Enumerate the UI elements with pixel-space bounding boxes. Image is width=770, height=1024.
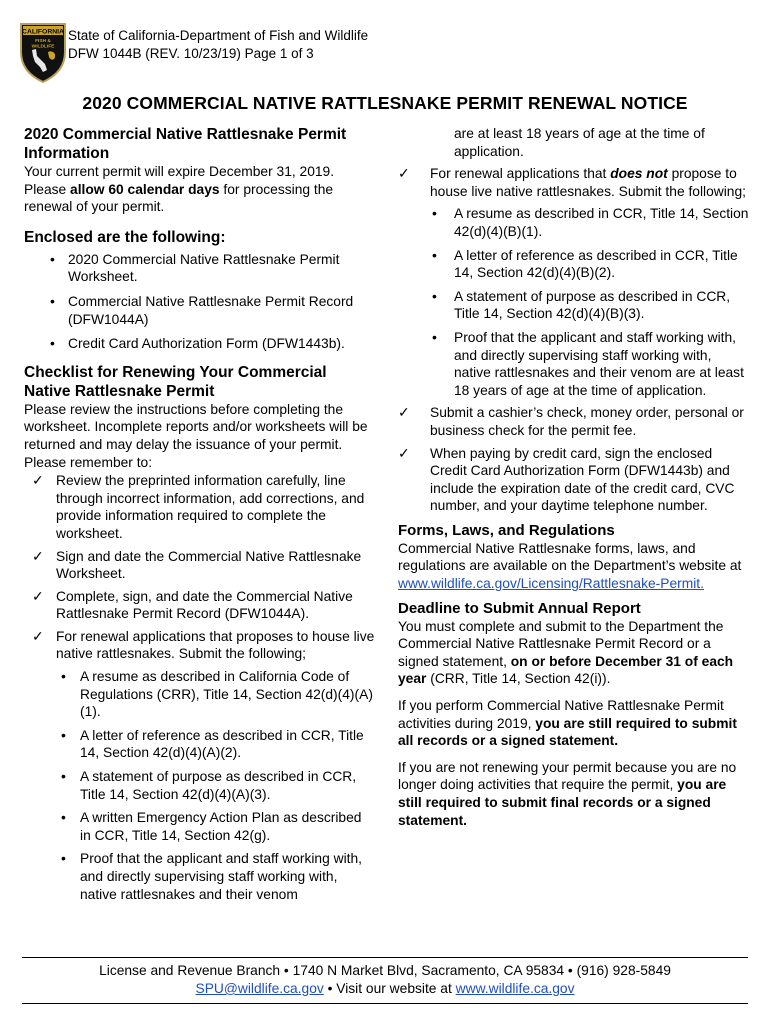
checklist-heading: Checklist for Renewing Your Commercial Native Rattlesnake Permit [24, 363, 327, 400]
list-item: • A letter of reference as described in CCR, Title 14, Section 42(d)(4)(A)(2). [61, 726, 364, 761]
rattlesnake-permit-link[interactable]: www.wildlife.ca.gov/Licensing/Rattlesnake-Permit. [398, 576, 704, 592]
checklist-item: ✓ For renewal applications that does not propose to house live native rattlesnakes. Submit the following; [398, 165, 746, 199]
page-title: 2020 COMMERCIAL NATIVE RATTLESNAKE PERMIT RENEWAL NOTICE [82, 93, 688, 113]
checklist-item: ✓ Complete, sign, and date the Commercial Native Rattlesnake Permit Record (DFW1044A). [32, 587, 353, 622]
bullet-icon: • [432, 246, 437, 263]
list-item: • Credit Card Authorization Form (DFW1443b). [50, 335, 345, 352]
info-heading: 2020 Commercial Native Rattlesnake Permit Information [24, 126, 347, 162]
deadline-heading: Deadline to Submit Annual Report [398, 599, 641, 617]
bullet-icon: • [61, 850, 66, 867]
enclosed-heading: Enclosed are the following: [24, 228, 226, 246]
checklist-item: ✓ When paying by credit card, sign the enclosed Credit Card Authorization Form (DFW1443b) and include the expiration date of the credit card, CVC number, and your daytime telephone number. [398, 444, 735, 514]
continued-text: are at least 18 years of age at the time of application. [454, 126, 705, 159]
list-item: • A statement of purpose as described in CCR, Title 14, Section 42(d)(4)(B)(3). [432, 287, 731, 322]
not-renewing-paragraph: If you are not renewing your permit because you are no longer doing activities that require the permit, you are still required to submit final records or a signed statement. [398, 759, 737, 828]
checklist-item: ✓ Submit a cashier’s check, money order, personal or business check for the permit fee. [398, 404, 744, 438]
list-item: • Proof that the applicant and staff working with, and directly supervising staff working with, native rattlesnakes and their venom [61, 850, 362, 902]
list-item: • Proof that the applicant and staff working with, and directly supervising staff working with, native rattlesnakes and their venom are at least 18 years of age at the time of application. [432, 328, 744, 398]
website-link[interactable]: www.wildlife.ca.gov [455, 981, 575, 996]
right-column [398, 125, 750, 829]
checklist-item: ✓ Review the preprinted information carefully, line through incorrect information, add corrections, and provide information required to complete the worksheet. [32, 472, 365, 541]
list-item: • A written Emergency Action Plan as described in CCR, Title 14, Section 42(g). [61, 809, 362, 843]
forms-heading: Forms, Laws, and Regulations [398, 521, 615, 539]
bullet-icon: • [50, 292, 55, 309]
agency-name: State of California-Department of Fish and Wildlife [68, 28, 369, 43]
cdfw-logo [18, 22, 68, 84]
list-item: • 2020 Commercial Native Rattlesnake Permit Worksheet. [50, 250, 340, 285]
agency-block [68, 27, 368, 63]
footer-bottom-rule [22, 1003, 748, 1004]
form-id: DFW 1044B (REV. 10/23/19) Page 1 of 3 [68, 46, 314, 61]
list-item: • A letter of reference as described in CCR, Title 14, Section 42(d)(4)(B)(2). [432, 246, 738, 281]
bullet-icon: • [432, 205, 437, 222]
bullet-icon: • [50, 335, 55, 352]
list-item: • A statement of purpose as described in CCR, Title 14, Section 42(d)(4)(A)(3). [61, 768, 357, 802]
info-paragraph: Your current permit will expire December 31, 2019. Please allow 60 calendar days for processing the renewal of your permit. [24, 164, 335, 215]
left-column [24, 125, 376, 903]
deadline-paragraph: You must complete and submit to the Department the Commercial Native Rattlesnake Permit Record or a signed statement, on or before December 31 of each year (CRR, Title 14, Section 42(i)). [398, 618, 734, 687]
bullet-icon: • [61, 768, 66, 785]
checklist-intro: Please review the instructions before completing the worksheet. Incomplete reports and/or worksheets will be returned and may delay the issuance of your permit. Please remember to: [24, 401, 368, 470]
bullet-icon: • [61, 726, 66, 743]
list-item: • A resume as described in California Code of Regulations (CRR), Title 14, Section 42(d)(4)(A)(1). [61, 668, 373, 720]
check-icon: ✓ [32, 627, 44, 644]
checklist-item: ✓ Sign and date the Commercial Native Rattlesnake Worksheet. [32, 547, 362, 582]
svg-text:WILDLIFE: WILDLIFE [31, 44, 55, 50]
footer-address: License and Revenue Branch • 1740 N Market Blvd, Sacramento, CA 95834 • (916) 928-5849 [99, 963, 671, 978]
check-icon: ✓ [398, 165, 410, 182]
footer-top-rule [22, 957, 748, 958]
list-item: • Commercial Native Rattlesnake Permit Record (DFW1044A) [50, 292, 354, 327]
bullet-icon: • [61, 809, 66, 826]
bullet-icon: • [50, 250, 55, 267]
forms-paragraph: Commercial Native Rattlesnake forms, laws, and regulations are available on the Department’s website at [398, 540, 742, 574]
check-icon: ✓ [398, 444, 410, 461]
check-icon: ✓ [32, 587, 44, 604]
check-icon: ✓ [398, 404, 410, 421]
check-icon: ✓ [32, 472, 44, 489]
checklist-item: ✓ For renewal applications that proposes to house live native rattlesnakes. Submit the following; [32, 627, 375, 662]
bullet-icon: • [432, 287, 437, 304]
email-link[interactable]: SPU@wildlife.ca.gov [195, 981, 324, 996]
svg-text:CALIFORNIA: CALIFORNIA [22, 28, 64, 36]
perform-paragraph: If you perform Commercial Native Rattlesnake Permit activities during 2019, you are still required to submit all records or a signed statement. [398, 698, 737, 749]
bullet-icon: • [432, 328, 437, 345]
footer-contact: SPU@wildlife.ca.gov • Visit our website at www.wildlife.ca.gov [195, 981, 575, 996]
check-icon: ✓ [32, 547, 44, 564]
bullet-icon: • [61, 668, 66, 685]
list-item: • A resume as described in CCR, Title 14, Section 42(d)(4)(B)(1). [432, 205, 749, 239]
svg-text:FISH &: FISH & [35, 39, 51, 44]
